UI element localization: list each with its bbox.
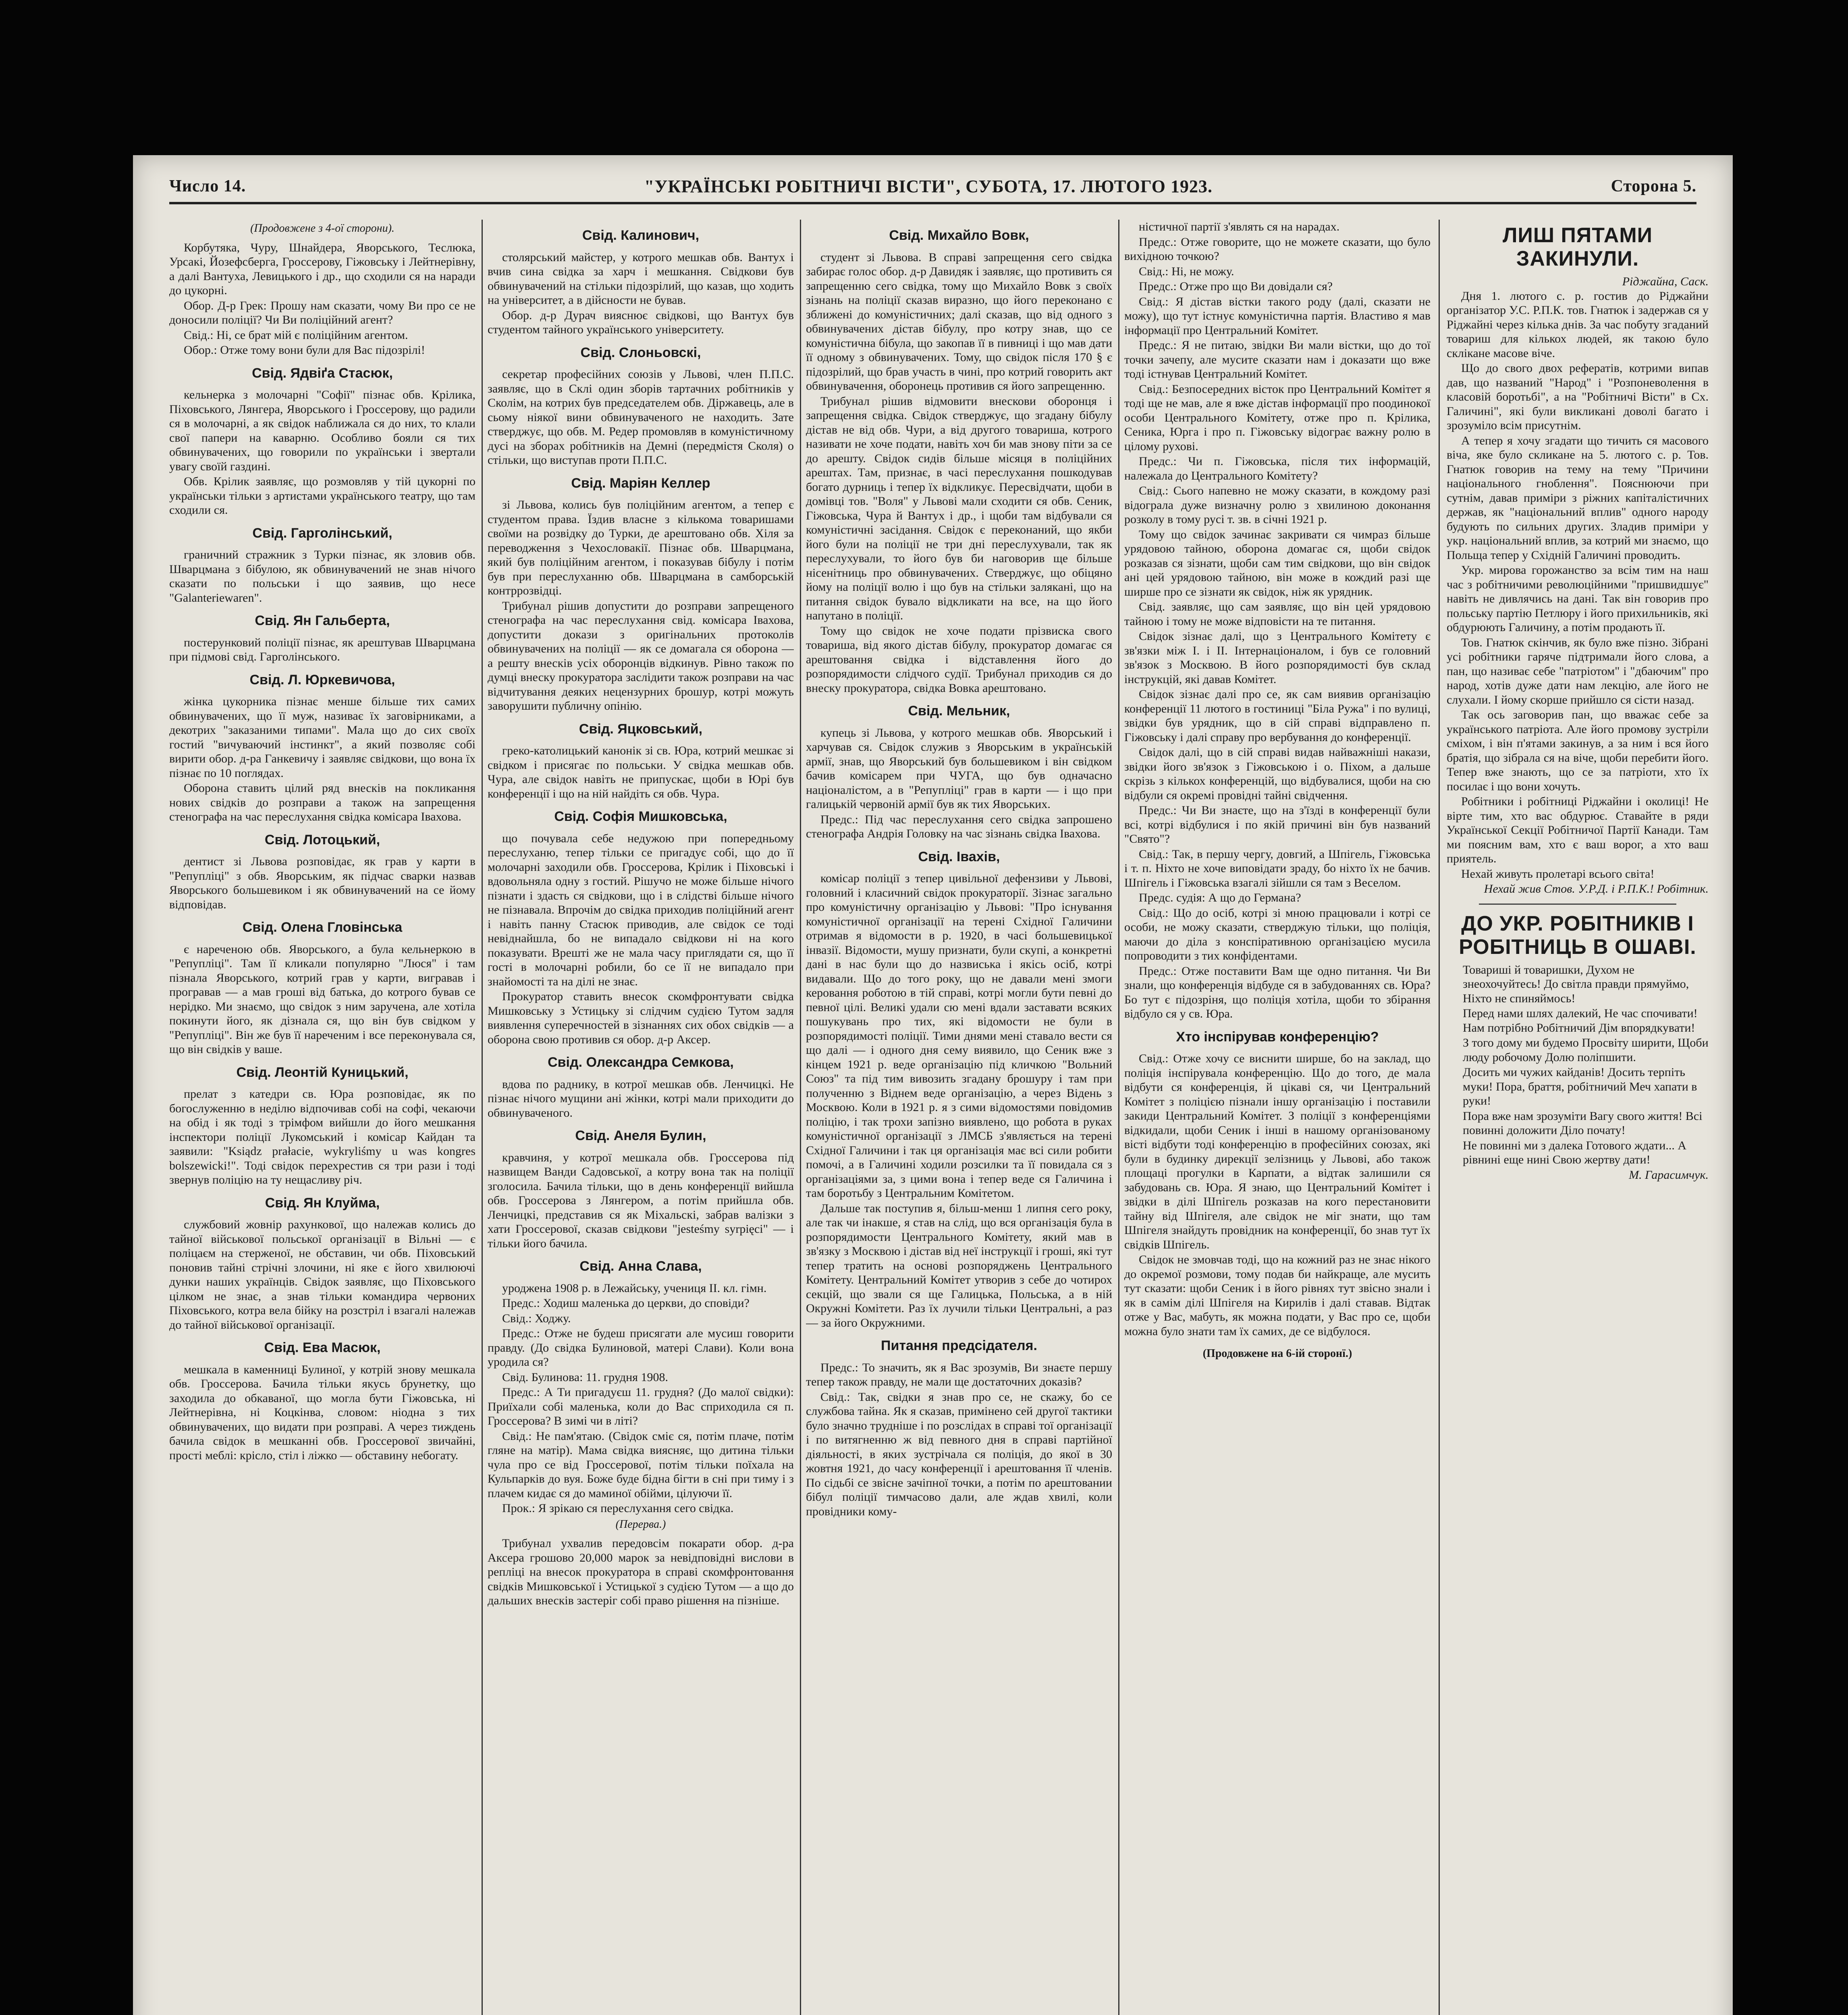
paragraph: кравчиня, у котрої мешкала обв. Гроссерова під назвищем Ванди Садовської, а котру вона так на поліції зголосила. Бачила тільки, що в день конференції вийшла обв. Гроссерова з Лянгером, а потім прийшла обв. Ленчицкі, представив ся як Міхальскі, забрав валізки з хати Гроссерової, сказав свідкови "jesteśmy syrpięci" — і тільки його бачила.: [488, 1151, 794, 1250]
verse-stanza: Пора вже нам зрозуміти Вагу свого життя! Всі повинні доложити Діло почату!: [1463, 1109, 1703, 1137]
witness-heading: Свід. Маріян Келлер: [571, 475, 710, 491]
paragraph: Предс.: Я не питаю, звідки Ви мали вістки, що до тої точки зачепу, але мусите сказати нам і доказати що вже тоді істнував Центральний Комітет.: [1124, 339, 1431, 380]
paragraph: Предс.: Отже говорите, що не можете сказати, що було вихідною точкою?: [1124, 235, 1431, 263]
paragraph: Свідок не змовчав тоді, що на кожний раз не знає нікого до окремої розмови, тому подав би найкраще, але мусить тут сказати: щоби Сеник і в його рівнях тут звісно знали і як в самім ділі Шпігеля на Кирилів і далі ставав. Відтак отже у Вас, мабуть, як можна подати, у Вас про се, щоби можна було знати там їх самих, де се відбулося.: [1124, 1253, 1431, 1338]
paragraph: Свід.: Не пам'ятаю. (Свідок сміє ся, потім плаче, потім гляне на матір). Мама свідка виясняє, що дитина тільки чула про се від Гроссерової, потім тільки поїхала на Кульпарків до вуя. Боже буде бідна бігти в сні при тиму і з плачем кидає ся до маминої обійми, цілуючи її.: [488, 1429, 794, 1500]
article-title: ДО УКР. РОБІТНИКІВ І РОБІТНИЦЬ В ОШАВІ.: [1459, 912, 1696, 959]
paragraph: вдова по раднику, в котрої мешкав обв. Ленчицкі. Не пізнає нічого мущини ані жінки, котрі мали приходити до обвинуваченого.: [488, 1077, 794, 1120]
verse-stanza: Перед нами шлях далекий, Не час спочивати! Нам потрібно Робітничий Дім впорядкувати!: [1463, 1007, 1698, 1035]
paragraph: що почувала себе недужою при попередньому переслуханю, тепер тільки се пригадує собі, що до її молочарні заходили обв. Гроссерова, Крілик і Піховські і вдовольняла одну з гостий. Рішучо не може більше нічого пізнати і здасть ся свідкови, що і в слідстві більше нічого не пізнавала. Впрочім до свідка приходив поліційний агент і навіть панну Стасюк приводив, але свідок се тоді невіднайшла, бо не випадало свідкови ні на кого показувати. Врешті же не мала часу приглядати ся, що її гості в молочарні робили, бо се її не випадало при знайомості та на ділі не знає.: [488, 831, 794, 988]
paragraph: Тов. Гнатюк скінчив, як було вже пізно. Зібрані усі робітники гаряче підтримали його слова, а пан, що називає себе "патріотом" і "дбаючим" про народ, хотів дуже дати нам лекцію, але його не слухали. І йому скорше прийшло ся сісти назад.: [1447, 636, 1709, 706]
paragraph: Укр. мирова горожанство за всім тим на наш час з робітничими революційними "пришвидшує" навіть не дивлячись на дані. Так він говорив про польську партію Петлюру і його прихильників, які обдурюють Галичину, а потім продають її.: [1447, 563, 1709, 634]
paragraph: Свід.: Ходжу.: [502, 1311, 571, 1325]
author: М. Гарасимчук.: [1629, 1168, 1709, 1182]
page-header: [169, 170, 1696, 204]
paragraph: Прокуратор ставить внесок скомфронтувати свідка Мишковську з Устицьку зі слідчим судією Тутом задля виявлення суперечностей в зізнаннях сих обох свідків — а оборона свою противив ся обор. д-р Аксер.: [488, 990, 794, 1046]
column-rule: [1439, 220, 1440, 2015]
witness-heading: Свід. Гарголінський,: [252, 525, 392, 541]
issue-number: Число 14.: [169, 177, 246, 195]
paragraph: студент зі Львова. В справі запрещення сего свідка забирає голос обор. д-р Давидяк і заявляє, що противить ся запрещенню сего свідка, тому що Михайло Вовк з своїх зізнань на поліції сказав виразно, що його переконано є зближені до комуністичних; далі сказав, що від одного з обвинувачених дістав бібулу, про котру знав, що се комуністична бібула, що закопав її в пивниці і що мав дати її одному з обвинувачених. Тому, що свідок після 170 § є підозрілий, що брав участь в чині, про котрий говорить акт обвинувачення, оборонець противив ся його запрещенню.: [806, 250, 1112, 393]
paragraph: Предс.: Чи Ви знаєте, що на з'їзді в конференції були всі, котрі відбулися і по якій причині він був названий "Свято"?: [1124, 804, 1431, 845]
paragraph: секретар професійних союзів у Львові, член П.П.С. заявляє, що в Склі один зборів тартачних робітників у Сколім, на котрих був председателем обв. Діржавець, але в сьому ніякої вини обвинуваченого не находить. Зате стверджує, що обв. М. Редер промовляв в комуністичному дусі на зборах робітників на Демні (передмістя Сколя) о стільки, що виступав проти П.П.С.: [488, 368, 794, 467]
paragraph: Обв. Крілик заявляє, що розмовляв у тій цукорні по українськи тільки з артистами українського театру, що там сходили ся.: [169, 475, 475, 517]
paragraph: А тепер я хочу згадати що тичить ся масового віча, яке було скликане на 5. лютого с. р. Тов. Гнатюк говорив на тему на тему "Причини національного гноблення". Пояснюючи при сутнім, давав приміри з ріжних капіталістичних держав, як "національний вплив" одного народу будують по сильних других. Зладив приміри у укр. національний вплив, за котрий ми знаємо, що Польща тепер у Східній Галичині проводить.: [1447, 434, 1709, 562]
paragraph: Свід.: Ні, не можу.: [1139, 264, 1234, 278]
witness-heading: Свід. Олена Гловінська: [242, 920, 403, 935]
paragraph: ністичної партії з'являть ся на нарадах.: [1139, 220, 1340, 233]
page-number: Сторона 5.: [1611, 177, 1696, 195]
continuation-note: (Продовжене з 4-ої сторони).: [250, 222, 395, 235]
paragraph: Дальше так поступив я, більш-менш 1 липня сего року, але так чи інакше, я став на слід, що вся організація була в розпорядимости Центрального Комітету, який мав в зв'язку з Москвою і дістав від неї інструкції і гроші, які тут тепер тратить на основі розпоряджень Центрального Комітету. Центральний Комітет утворив з себе до чотирох секцій, що звали ся ще Галицька, Польська, а в ній Окружні Комітети. Раз їх лучили тільки Центральні, а раз — за його Окружними.: [806, 1201, 1112, 1329]
column-4: [1124, 220, 1431, 2015]
paragraph: комісар поліції з тепер цивільної дефензиви у Львові, головний і класичний свідок прокураторії. Зізнає загально про комуністичну організацію у Львові: "Про існування комуністичної організації на терені Східної Галичини отримав я відомости в р. 1920, в часі большевицької інвазії. Відомости, мушу признати, були скупі, а конкретні дані в нас були що до назвиська і якісь осіб, котрі видавали. Що до того року, що не давали мені змоги керовання роботою в тій справі, котрі могли бути певні до певної цілі. Великі удали сю мені вдали заставати всяких пошукувань про тих, які відомости не були в розпорядимості поліції. Тими днями мені ставало вести ся що далі — і одного дня сему виявило, що Сеник вже з кінцем 1921 р. веде організацію під кличкою "Вольний Союз" та під тим вивозить згадану брошуру і там при полученню з Віднем веде організацію, а через Відень з Москвою. Коли в 1921 р. я з сими відомостями повідомив поліцію, і так трохи запізно виявлено, що робота в руках комуністичної організації з ЛМСБ з'являється на терені Східної Галичини і так ця організація має всі сили робити помочі, а в Галичині ходили розсилки та її повидала ся з організаціями за, з цими вона і тепер веде ся Галичина і там боротьбу з Центральним Комітетом.: [806, 872, 1112, 1200]
paragraph: Оборона ставить цілий ряд внесків на покликання нових свідків до розправи а також на запрещення стенографа на час переслухання свідка комісара Івахова.: [169, 781, 475, 823]
verse-stanza: Товариші й товаришки, Духом не знеохочуйтесь! До світла правди прямуймо, Ніхто не спиняймось!: [1463, 963, 1689, 1005]
paragraph: Свід.: Що до осіб, котрі зі мною працювали і котрі се особи, не можу сказати, стверджую тільки, що поліція, маючи до діла з конспіративною організацією мусила попроводити з тих конфідентами.: [1124, 906, 1431, 962]
pause-note: (Перерва.): [615, 1518, 666, 1531]
paragraph: Предс.: Під час переслухання сего свідка запрошено стенографа Андрія Головку на час зізнань свідка Івахова.: [806, 812, 1112, 840]
paragraph: постерунковий поліції пізнає, як арештував Шварцмана при підмові свід. Гарголінського.: [169, 636, 475, 663]
verse-stanza: Досить ми чужих кайданів! Досить терпіть муки! Пора, браття, робітничий Меч хапати в руки!: [1463, 1066, 1697, 1107]
paragraph: купець зі Львова, у котрого мешкав обв. Яворський і харчував ся. Свідок служив з Яворським в українській армії, знав, що Яворський був большевиком і він свідком бачив комісарем при ЧУГА, що був одначасно націоналістом, а в "Репупліці" грав в карти — і що при галицькій червоній армії був як тих Яворських.: [806, 726, 1112, 811]
witness-heading: Свід. Анеля Булин,: [575, 1128, 706, 1143]
witness-heading: Свід. Леонтій Куницький,: [236, 1064, 409, 1080]
divider: [1479, 904, 1676, 905]
paragraph: Прок.: Я зрікаю ся переслухання сего свідка.: [502, 1502, 734, 1515]
paragraph: граничний стражник з Турки пізнає, як зловив обв. Шварцмана з бібулою, як обвинувачений не знав нічого сказати по польськи і що заявив, що несе "Galanteriewaren".: [169, 548, 475, 604]
paragraph: прелат з катедри св. Юра розповідає, як по богослуженню в неділю відпочивав собі на софі, чекаючи на обід і як тоді з трімфом вийшли до його мешкання інспектори поліції Лукомський і комісар Кайдан та заявили: "Ksiądz prałacie, wykryliśmy u was kongres bolszewicki!". Тоді свідок перехрестив ся три рази і тоді звернув поліцію на ту нещасливу річ.: [169, 1087, 475, 1186]
paragraph: Робітники і робітниці Ріджайни і околиці! Не вірте тим, хто вас обдурює. Ставайте в ряди Української Секції Робітничої Партії Канади. Там ми поясним вам, хто є ваш ворог, а хто ваш приятель.: [1447, 795, 1709, 865]
paragraph: Нехай живуть пролетарі всього світа!: [1461, 867, 1655, 881]
paragraph: столярський майстер, у котрого мешкав обв. Вантух і вчив сина свідка за харч і мешкання. Свідкови був обвинувачений на стільки підозрілий, що казав, що ходить на університет, а в дійсности не бував.: [488, 250, 794, 307]
section-heading: Питання предсідателя.: [881, 1338, 1037, 1353]
witness-heading: Свід. Мельник,: [908, 703, 1010, 719]
column-rule: [482, 220, 483, 2015]
paragraph: службовий жовнір рахункової, що належав колись до тайної військової польської організації в Вільні — є поліцаєм на стерженої, не обставин, чи обв. Піховський поновив тайні стрічні злочини, ні яке є його хвилюючі дунки наших українців. Свідок заявляє, що Піховського цілком не знає, а знав тільки командира червоних Піховського, котра вела бійку на розстріл і взагалі належав до тайної військової організації.: [169, 1218, 475, 1332]
paragraph: Трибунал ухвалив передовсім покарати обор. д-ра Аксера грошово 20,000 марок за невідповідні вислови в репліці на внесок прокуратора в справі скомфронтовання свідків Мишковської і Устицької з судією Тутом — а що до дальших внесків застеріг собі право рішення на пізніше.: [488, 1537, 794, 1607]
paragraph: Обор. д-р Дурач вияснює свідкові, що Вантух був студентом тайного українського університету.: [488, 308, 794, 336]
column-1: [169, 220, 475, 2015]
paragraph: Свід. Булинова: 11. грудня 1908.: [502, 1370, 668, 1384]
verse-stanza: Не повинні ми з далека Готового ждати... А рівнині еще нині Свою жертву дати!: [1463, 1138, 1687, 1166]
paragraph: Тому що свідок не хоче подати прізвиска свого товариша, від якого дістав бібулу, прокуратор домагає ся арештовання свідка і відставлення його до розпорядимости слідчого судії. Трибунал приходив ся до внеску прокуратора, свідка Вовка арештовано.: [806, 624, 1112, 695]
witness-heading: Свід. Софія Мишковська,: [554, 809, 727, 824]
paragraph: Обор. Д-р Грек: Прошу нам сказати, чому Ви про се не доносили поліції? Чи Ви поліційний агент?: [169, 299, 475, 326]
paragraph: Предс.: Чи п. Гіжовська, після тих інформацій, належала до Центрального Комітету?: [1124, 455, 1431, 482]
paragraph: зі Львова, колись був поліційним агентом, а тепер є студентом права. Їздив власне з кількома товаришами своїми на розвідку до Турки, де арештовано обв. Хіля за переводження з Чехословакії. Пізнає обв. Шварцмана, який був поліційним агентом, і показував бібулу і потім був при переслуханню обв. Шварцмана в самборській контррозвідці.: [488, 498, 794, 597]
paragraph: Трибунал рішив відмовити внескови оборонця і запрещення свідка. Свідок стверджує, що згадану бібулу дістав не від обв. Чури, а від другого товариша, котрого називати не хоче подати, навіть хоч би мав знову піти за се до арешту. Свідок сидів більше місяця в поліційних арештах. Там, признає, в часі переслухання пошкодував богато дурниць і тепер їх відкликує. Пересвідчати, щоби в домівці тов. "Воля" у Львові мали сходити ся обв. Сеник, Гіжовська, Чура й Вантух і др., і щоби там відбували ся комуністичні засідання. Свідок є переконаний, що якби його були на поліції не три дні переслухували, так як переслухували, то його був би наговорив ще більше нісенітниць про обвинувачених. Стверджує, що обіцяно йому на поліції волю і що був на стільки залякані, що на питання свідок бувало відкликати на все, на що його напутано в поліції.: [806, 394, 1112, 622]
paragraph: Свід. заявляє, що сам заявляє, що він цей урядовою тайною і тому не може відповісти на те питання.: [1124, 600, 1431, 628]
witness-heading: Свід. Калинович,: [582, 228, 700, 243]
column-rule: [1118, 220, 1119, 2015]
witness-heading: Свід. Ядвіґа Стасюк,: [252, 365, 393, 381]
witness-heading: Свід. Івахів,: [918, 849, 1000, 864]
paragraph: Свідок зізнає далі про се, як сам виявив організацію конференції 11 лютого в гостиниці "Біла Ружа" і по вулиці, звідки був урядник, що в сій справі відправлено п. Гіжовську і далі справу про вербування до конференції.: [1124, 688, 1431, 744]
witness-heading: Свід. Лотоцький,: [264, 832, 380, 848]
paragraph: Свід.: Сього напевно не можу сказати, в кождому разі відограла дуже визначну ролю з хвилиною доконання розколу в тому русі т. зв. в січні 1921 р.: [1124, 484, 1431, 526]
paragraph: Предс.: Отже не будеш присягати але мусиш говорити правду. (До свідка Булиновой, матері Слави). Коли вона уродила ся?: [488, 1327, 794, 1369]
witness-heading: Свід. Михайло Вовк,: [889, 228, 1029, 243]
paragraph: жінка цукорника пізнає менше більше тих самих обвинувачених, що її муж, називає їх заговірниками, а декотрих "заказаними типами". Мала що до сих своїх гостий "вичуваючий інстинкт", а який позволяє собі вирити обор. д-ра Ганкевичу і заявляє свідкови, що вона їх пізнає по 10 поглядах.: [169, 695, 475, 780]
witness-heading: Свід. Олександра Семкова,: [548, 1055, 734, 1070]
paragraph: Свід.: Отже хочу се виснити ширше, бо на заклад, що поліція інспірувала конференцію. Що до того, де мала відбути ся конференція, й цікаві ся, чи Центральний Комітет з поліцією пізнали іншу організацію і поставили закиди Центральний Комітет. З поліції з конференціями відкидали, щоби Сеник і інші в нашому організованому вісті відбути тоді конференцію в професійних союзах, які були в будинку дирекції зелізниць у Львові, або також площаці прогулки в Карпати, а відтак залишили ся забудовань св. Юра. Я знаю, що Центральний Комітет і звідки в ділі Шпігель розказав на кого перестановити тайну від Шпігеля, але свідок не міг знати, що там Шпігеля знайдуть провідник на конференції, бо знав тут їх свідків Шпігель.: [1124, 1052, 1431, 1251]
paragraph: Предс.: То значить, як я Вас зрозумів, Ви знаєте першу тепер також правду, не мали ще достаточних доказів?: [806, 1361, 1112, 1388]
paragraph: дентист зі Львова розповідає, як грав у карти в "Репупліці" з обв. Яворським, як підчас сварки назвав Яворського большевиком і як обвинувачений на се йому відповідав.: [169, 855, 475, 911]
paragraph: Обор.: Отже тому вони були для Вас підозрілі!: [184, 343, 425, 357]
paragraph: Предс.: Отже поставити Вам ще одно питання. Чи Ви знали, що конференція відбуде ся в забудованнях св. Юра? Бо тут є підозріня, що поліція хотіла, щоби то збірання відбуло ся у св. Юра.: [1124, 964, 1431, 1020]
witness-heading: Свід. Ева Масюк,: [264, 1340, 381, 1355]
masthead-line: "УКРАЇНСЬКІ РОБІТНИЧІ ВІСТИ", СУБОТА, 17. ЛЮТОГО 1923.: [644, 176, 1213, 196]
newspaper-page: [133, 155, 1733, 2015]
paragraph: Свід.: Так, свідки я знав про се, не скажу, бо се службова тайна. Як я сказав, примінено сей другої тактики було значно трудніше і по розслідах в справі тої організації і по витягненню ж від певного дня в справі партійної діяльності, в яких зустрічала ся поліція, до якої в 30 жовтня 1921, до часу конференції і арештовання її членів. По сідьбі се звісне зачіпної точки, а потім по арештовании бібул поліції тимчасово дали, але ждав хвилі, коли провідники кому-: [806, 1390, 1112, 1518]
paragraph: Дня 1. лютого с. р. гостив до Ріджайни організатор У.С. Р.П.К. тов. Гнатюк і задержав ся у Ріджайні через кілька днів. За час побуту згаданий товариш для кількох людей, як такою було склікане масове віче.: [1447, 289, 1709, 360]
column-5: [1447, 220, 1709, 2015]
witness-heading: Свід. Слоньовскі,: [580, 345, 701, 360]
section-heading: Хто інспірував конференцію?: [1176, 1029, 1379, 1045]
witness-heading: Свід. Ян Клуйма,: [265, 1195, 380, 1211]
witness-heading: Свід. Ян Гальберта,: [255, 613, 390, 628]
paragraph: Предс.: Отже про що Ви довідали ся?: [1139, 280, 1333, 293]
paragraph: Предс. судія: А що до Германа?: [1139, 891, 1301, 904]
paragraph: є нареченою обв. Яворського, а була кельнеркою в "Репупліці". Там її кликали популярно "Люся" і там пізнала Яворського, котрий грав у карти, вигравав і програвав — а мав гроші від батька, до котрого бував се нерідко. Ми знаємо, що свідок з ним заручена, але хотіла покинути його, як дізнала ся, що він був свідком у "Репупліці". Він же був її нареченим і все переконувала ся, що він свідків у ваше.: [169, 942, 475, 1056]
continued-note: (Продовжене на 6-ій сторонї.): [1202, 1347, 1352, 1360]
paragraph: Предс.: А Ти пригадуєш 11. грудня? (До малої свідки): Приїхали собі маленька, коли до Вас сприходила ся п. Гроссерова? В зимі чи в літі?: [488, 1386, 794, 1427]
signature: Нехай жив Стов. У.Р.Д. і Р.П.К.! Робітник.: [1484, 882, 1709, 895]
paragraph: мешкала в каменниці Булиної, у котрій знову мешкала обв. Гроссерова. Бачила тільки якусь брунетку, що заходила до обкаваної, що могла бути Гіжовська, ні Лейтнерівна, ні Коцкінва, словом: ніодна з тих обвинувачених, що видати при розправі. А через тиждень бачила свідок в мешканні обв. Гроссерової звичайні, прості меблі: крісло, стіл і ліжко — обставину небогату.: [169, 1363, 475, 1462]
paragraph: Тому що свідок зачинає закривати ся чимраз більше урядовою тайною, оборона домагає ся, щоби свідок розказав ся зізнати, щоби сам тим свідкови, що він свідок ані цей урядовою тайною, він може в кождий разі ще ширше про се зізнати як свідок, ніж як урядник.: [1124, 528, 1431, 598]
paragraph: уроджена 1908 р. в Лежайську, учениця II. кл. гімн.: [502, 1281, 767, 1295]
paragraph: Свід.: Ні, се брат мій є поліційним агентом.: [184, 328, 408, 342]
paragraph: Свід.: Безпосередних вісток про Центральний Комітет я тоді ще не мав, але я вже дістав інформації про поодинокої особи Центрального Комітету, отже про п. Крілика, Сеника, Юрга і про п. Гіжовську відограє важну ролю в цілому рухові.: [1124, 382, 1431, 453]
dateline: Ріджайна, Саск.: [1622, 275, 1709, 288]
paragraph: кельнерка з молочарні "Софії" пізнає обв. Крілика, Піховського, Лянгера, Яворського і Гроссерову, що радили ся в молочарні, а як свідок наближала ся до них, то клали свої папери на каварню. Особливо бояли ся тих обвинувачених, що говорили по українськи і звертали увагу своїй газдині.: [169, 388, 475, 473]
paragraph: Предс.: Ходиш маленька до церкви, до сповіди?: [502, 1296, 750, 1310]
paragraph: Так ось заговорив пан, що вважає себе за українського патріота. Але його промову зустріли сміхом, і він п'ятами закинув, а за ним і вся його братія, що зібрала ся на віче, щоби перебити його. Тепер вже знають, що се за патріоти, хто їх посилає і що вони хочуть.: [1447, 708, 1709, 793]
paragraph: Свід.: Я дістав вістки такого роду (далі, сказати не можу), що тут істнує комуністична партія. Властиво я мав інформації про Центральний Комітет.: [1124, 295, 1431, 337]
verse-stanza: З того дому ми будемо Просвіту ширити, Щоби люду робочому Долю поліпшити.: [1463, 1036, 1709, 1064]
paragraph: Свідок далі, що в сій справі видав найважніші накази, звідки його зв'язок з Гіжовською і о. Піхом, а дальше скрізь з кількох конференцій, що відбувалися, щоби на сю відбули ся окремі провідні тайні свідчення.: [1124, 746, 1431, 802]
column-rule: [800, 220, 801, 2015]
article-title: ЛИШ ПЯТАМИ ЗАКИНУЛИ.: [1502, 224, 1653, 270]
witness-heading: Свід. Л. Юркевичова,: [249, 672, 395, 688]
paragraph: Свідок зізнає далі, що з Центрального Комітету є зв'язки між І. і ІІ. Інтернаціоналом, і був се головний зв'язок з Москвою. В його розпорядимості був склад інструкцій, які давав Комітет.: [1124, 629, 1431, 686]
paragraph: Трибунал рішив допустити до розправи запрещеного стенографа на час переслухання свід. комісара Івахова, допустити докази з оригінальних протоколів обвинувачених на поліції — як се домагала ся оборона — а решту внесків усіх оборонців відкинув. Рівно також по думці внеску прокуратора заслідити також розправи на час відчитування деяких нецензурних брошур, котрі можуть заворушити публичну опінію.: [488, 599, 794, 713]
paragraph: Корбутяка, Чуру, Шнайдера, Яворського, Теслюка, Урсакі, Йозефсберга, Гроссерову, Гіжовську і Лейтнерівну, а далі Вантуха, Левицького і др., що сходили ся на наради до цукорні.: [169, 241, 475, 297]
paragraph: греко-католицький канонік зі св. Юра, котрий мешкає зі свідком і присягає по польськи. У свідка мешкав обв. Чура, але свідок навіть не припускає, щоби в Юрі був конференції і що на ній найдіть ся обв. Чура.: [488, 744, 794, 800]
witness-heading: Свід. Анна Слава,: [579, 1259, 702, 1274]
paragraph: Свід.: Так, в першу чергу, довгий, а Шпігель, Гіжовська і т. п. Ніхто не хоче виповідати зраду, бо ніхто їх не бачив. Шпігель і Гіжовська взагалі зійшли ся там з Веселом.: [1124, 847, 1431, 889]
column-2: [488, 220, 794, 2015]
paragraph: Що до свого двох рефератів, котрими випав дав, що названий "Народ" і "Розпоневолення в класовій боротьбі", а на "Робітничі Вісти" в Сх. Галичині", які були викликані доволі багато і зрозуміло всім присутнім.: [1447, 361, 1709, 432]
column-3: [806, 220, 1112, 2015]
witness-heading: Свід. Яцковський,: [579, 721, 703, 737]
